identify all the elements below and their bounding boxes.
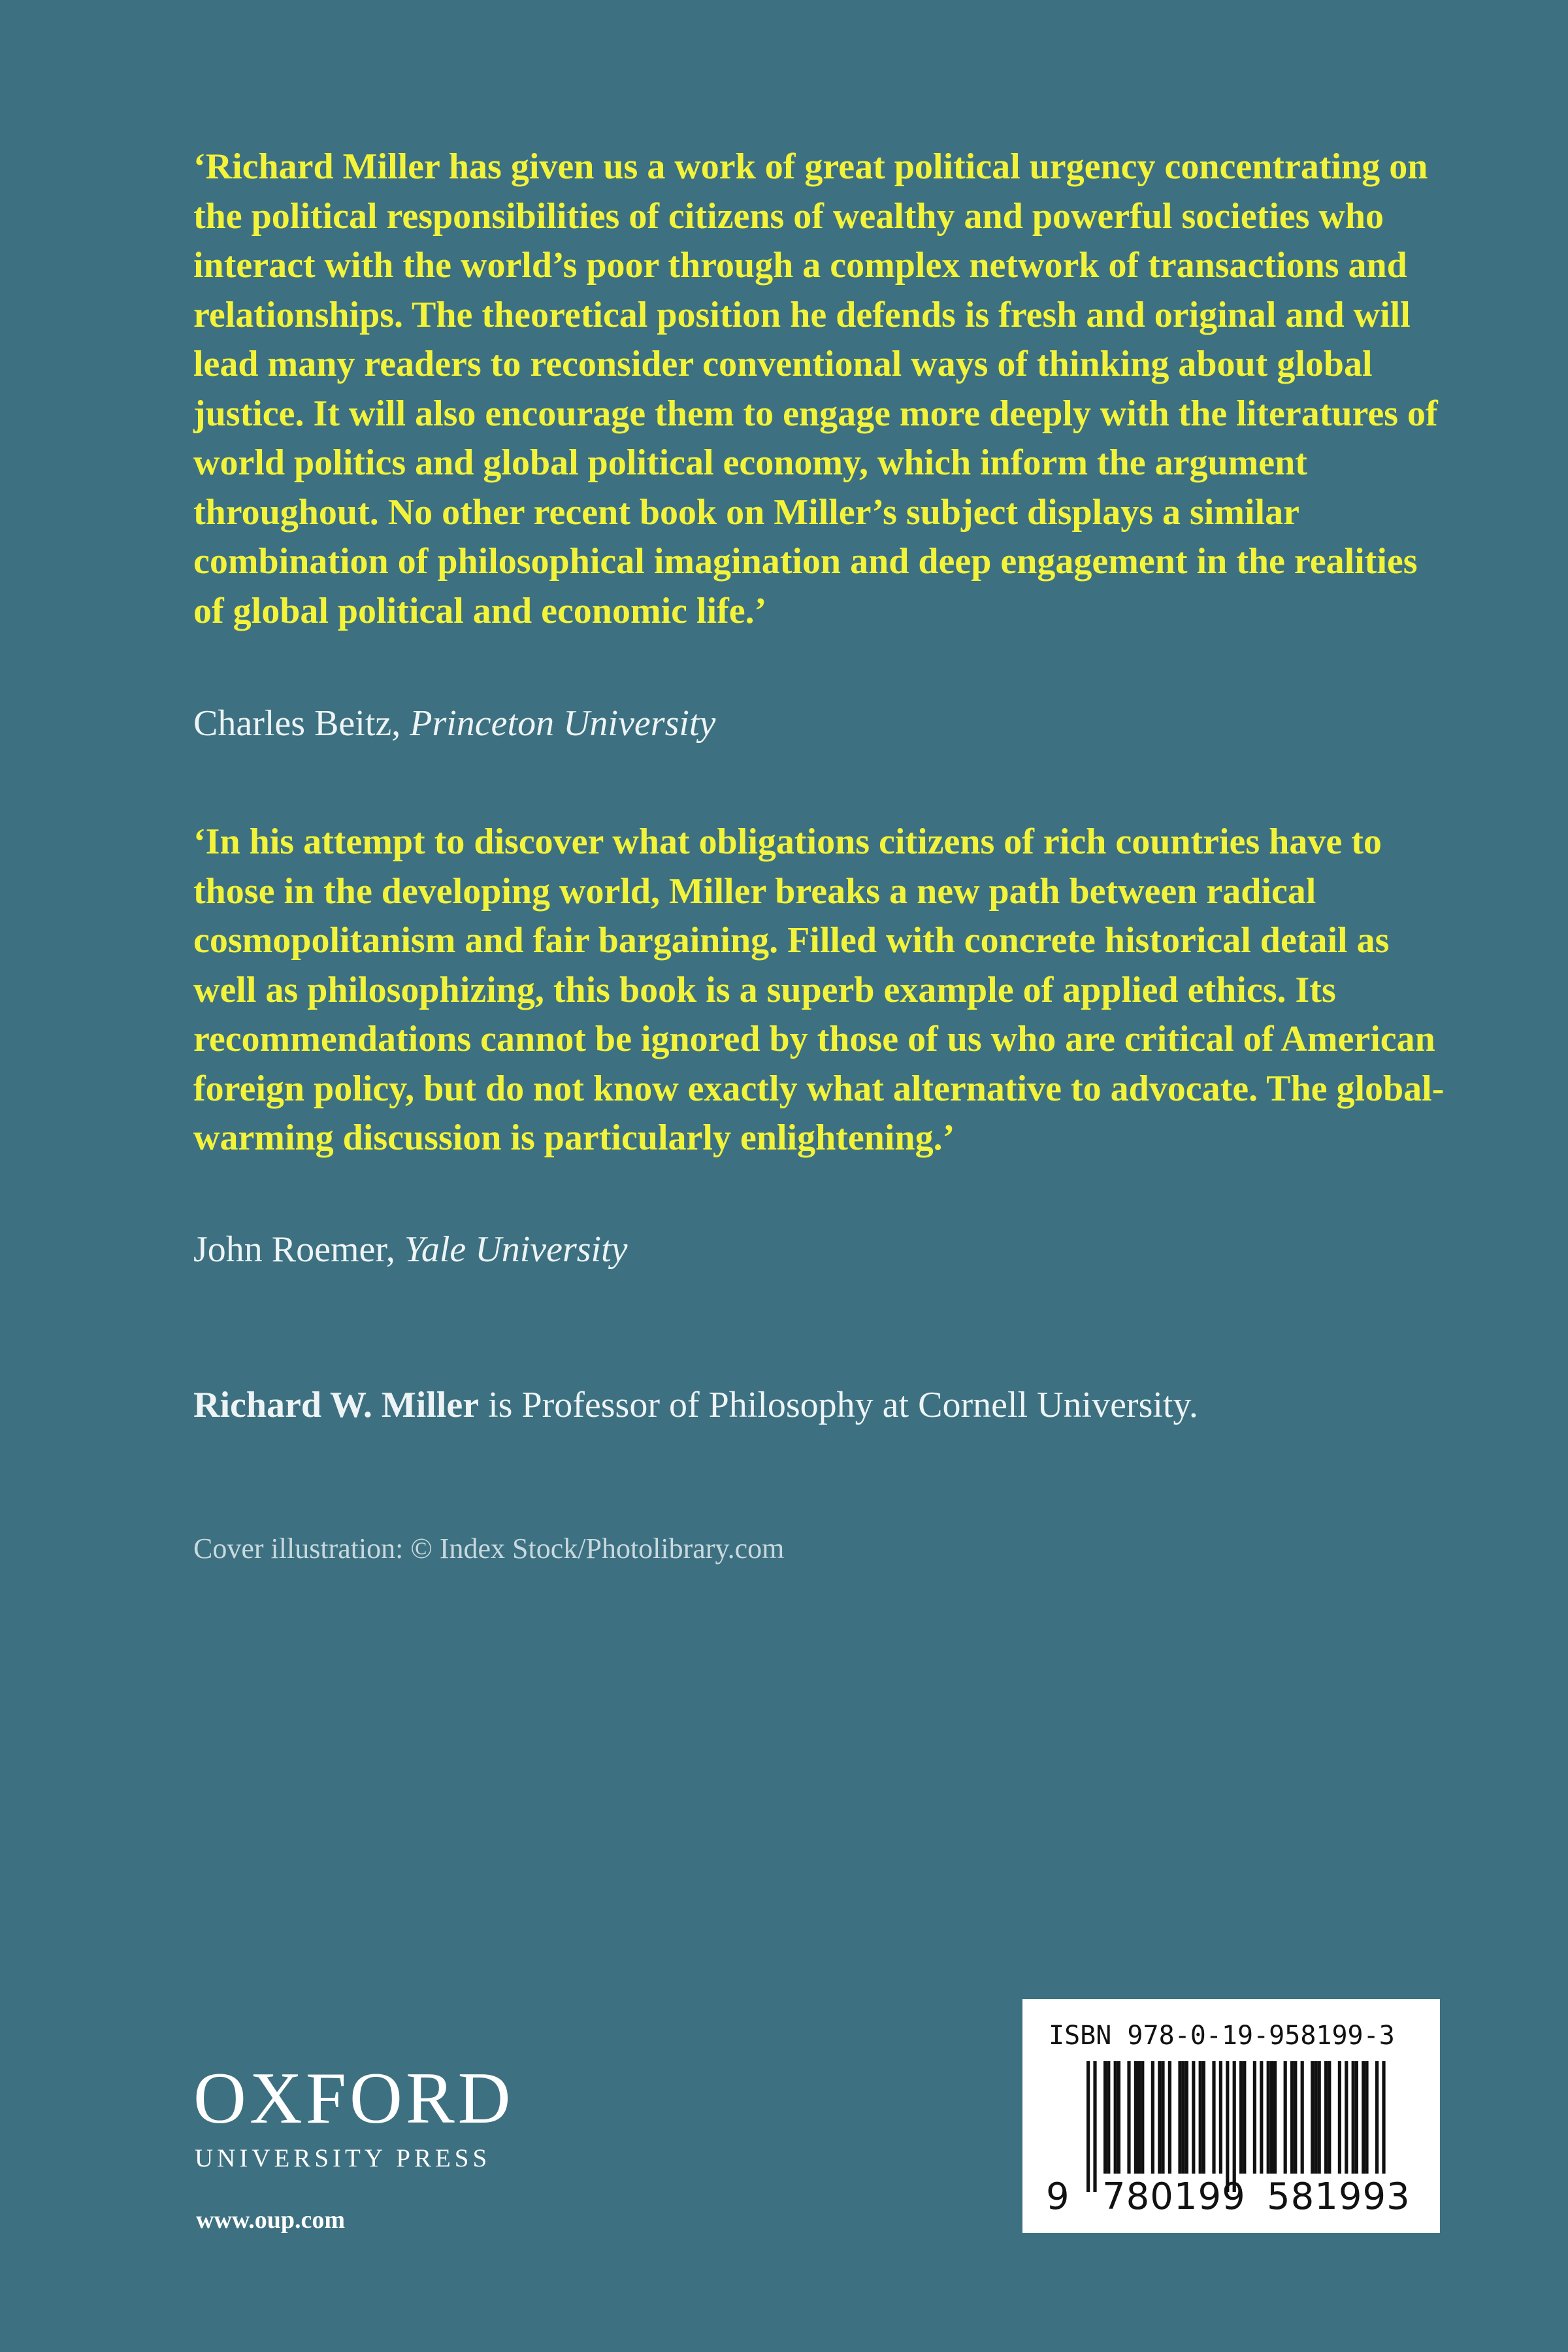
barcode-bar [1182,2061,1185,2174]
barcode-bar [1260,2061,1263,2174]
barcode-bar [1117,2061,1120,2174]
barcode-bar [1233,2061,1236,2192]
publisher-logo [193,2058,514,2177]
review-attribution-2 [193,1227,628,1272]
barcode-digits-left: 780199 [1102,2176,1246,2218]
barcode-bar [1127,2061,1130,2174]
barcode-bar [1212,2061,1215,2174]
barcode-bar [1314,2061,1317,2174]
barcode-bar [1253,2061,1256,2174]
barcode-digits-right: 581993 [1267,2176,1411,2218]
barcode-bar [1324,2061,1328,2174]
barcode-bar [1141,2061,1144,2174]
barcode-bar [1328,2061,1331,2174]
review-attribution-1 [193,701,715,746]
barcode-digit-lead: 9 [1046,2176,1070,2218]
barcode-bar [1192,2061,1195,2174]
barcode-bar [1226,2061,1229,2192]
barcode-bar [1362,2061,1365,2174]
author-name: Richard W. Miller [193,1385,480,1425]
barcode-bar [1107,2061,1110,2174]
barcode-bar [1267,2061,1270,2174]
barcode-bar [1158,2061,1161,2174]
barcode-bar [1137,2061,1141,2174]
barcode-bar [1301,2061,1304,2174]
barcode-bar [1202,2061,1205,2174]
reviewer-name: John Roemer, [193,1229,404,1270]
barcode-bar [1284,2061,1287,2174]
barcode-bar [1161,2061,1164,2174]
barcode-bar [1338,2061,1341,2174]
publisher-subtitle: UNIVERSITY PRESS [195,2144,491,2172]
barcode-bar [1185,2061,1188,2174]
barcode-bar [1103,2061,1107,2174]
barcode-bar [1086,2061,1090,2192]
barcode-bar [1239,2061,1243,2174]
barcode-bar [1114,2061,1117,2174]
isbn-label: ISBN 978-0-19-958199-3 [1049,2021,1395,2051]
publisher-website: www.oup.com [196,2206,346,2234]
isbn-barcode [1022,1999,1440,2233]
barcode-bar [1199,2061,1202,2174]
reviewer-affiliation: Yale University [404,1229,628,1270]
reviewer-name: Charles Beitz, [193,703,410,744]
barcode-bar [1151,2061,1154,2174]
barcode-bar [1375,2061,1379,2174]
barcode-bar [1290,2061,1294,2174]
barcode-bar [1134,2061,1137,2174]
barcode-bar [1365,2061,1368,2174]
review-quote-2: ‘In his attempt to discover what obligations citizens of rich countries have to those in the developing world, Miller breaks a new path between radical cosmopolitanism and fair bargaining. Filled with concrete historical detail as well as philosophizing, this book is a superb example of applied ethics. Its recommendations cannot be ignored by those of us who are critical of American foreign policy, but do not know exactly what alternative to advocate. The global-warming discussion is particularly enlightening.’ [193,821,1445,1158]
publisher-name: OXFORD [193,2058,514,2139]
barcode-bar [1345,2061,1348,2174]
barcode-bar [1355,2061,1358,2174]
barcode-bar [1093,2061,1096,2192]
reviewer-affiliation: Princeton University [410,703,716,744]
cover-credit: Cover illustration: © Index Stock/Photolibrary.com [193,1532,785,1565]
barcode-bar [1273,2061,1277,2174]
author-bio-text: is Professor of Philosophy at Cornell University. [479,1385,1198,1425]
barcode-bar [1294,2061,1297,2174]
barcode-bar [1178,2061,1181,2174]
barcode-bar [1352,2061,1355,2174]
barcode-bar [1270,2061,1273,2174]
barcode-bar [1311,2061,1314,2174]
barcode-bar [1318,2061,1321,2174]
barcode-bar [1382,2061,1385,2174]
review-quote-1: ‘Richard Miller has given us a work of great political urgency concentrating on the political responsibilities of citizens of wealthy and powerful societies who interact with the world’s poor through a complex network of transactions and relationships. The theoretical position he defends is fresh and original and will lead many readers to reconsider conventional ways of thinking about global justice. It will also encourage them to engage more deeply with the literatures of world politics and global political economy, which inform the argument throughout. No other recent book on Miller’s subject displays a similar combination of philosophical imagination and deep engagement in the realities of global political and economic life.’ [193,146,1438,631]
barcode-bar [1219,2061,1222,2174]
barcode-bar [1243,2061,1246,2174]
author-bio [193,1382,1198,1428]
barcode-bar [1168,2061,1171,2174]
